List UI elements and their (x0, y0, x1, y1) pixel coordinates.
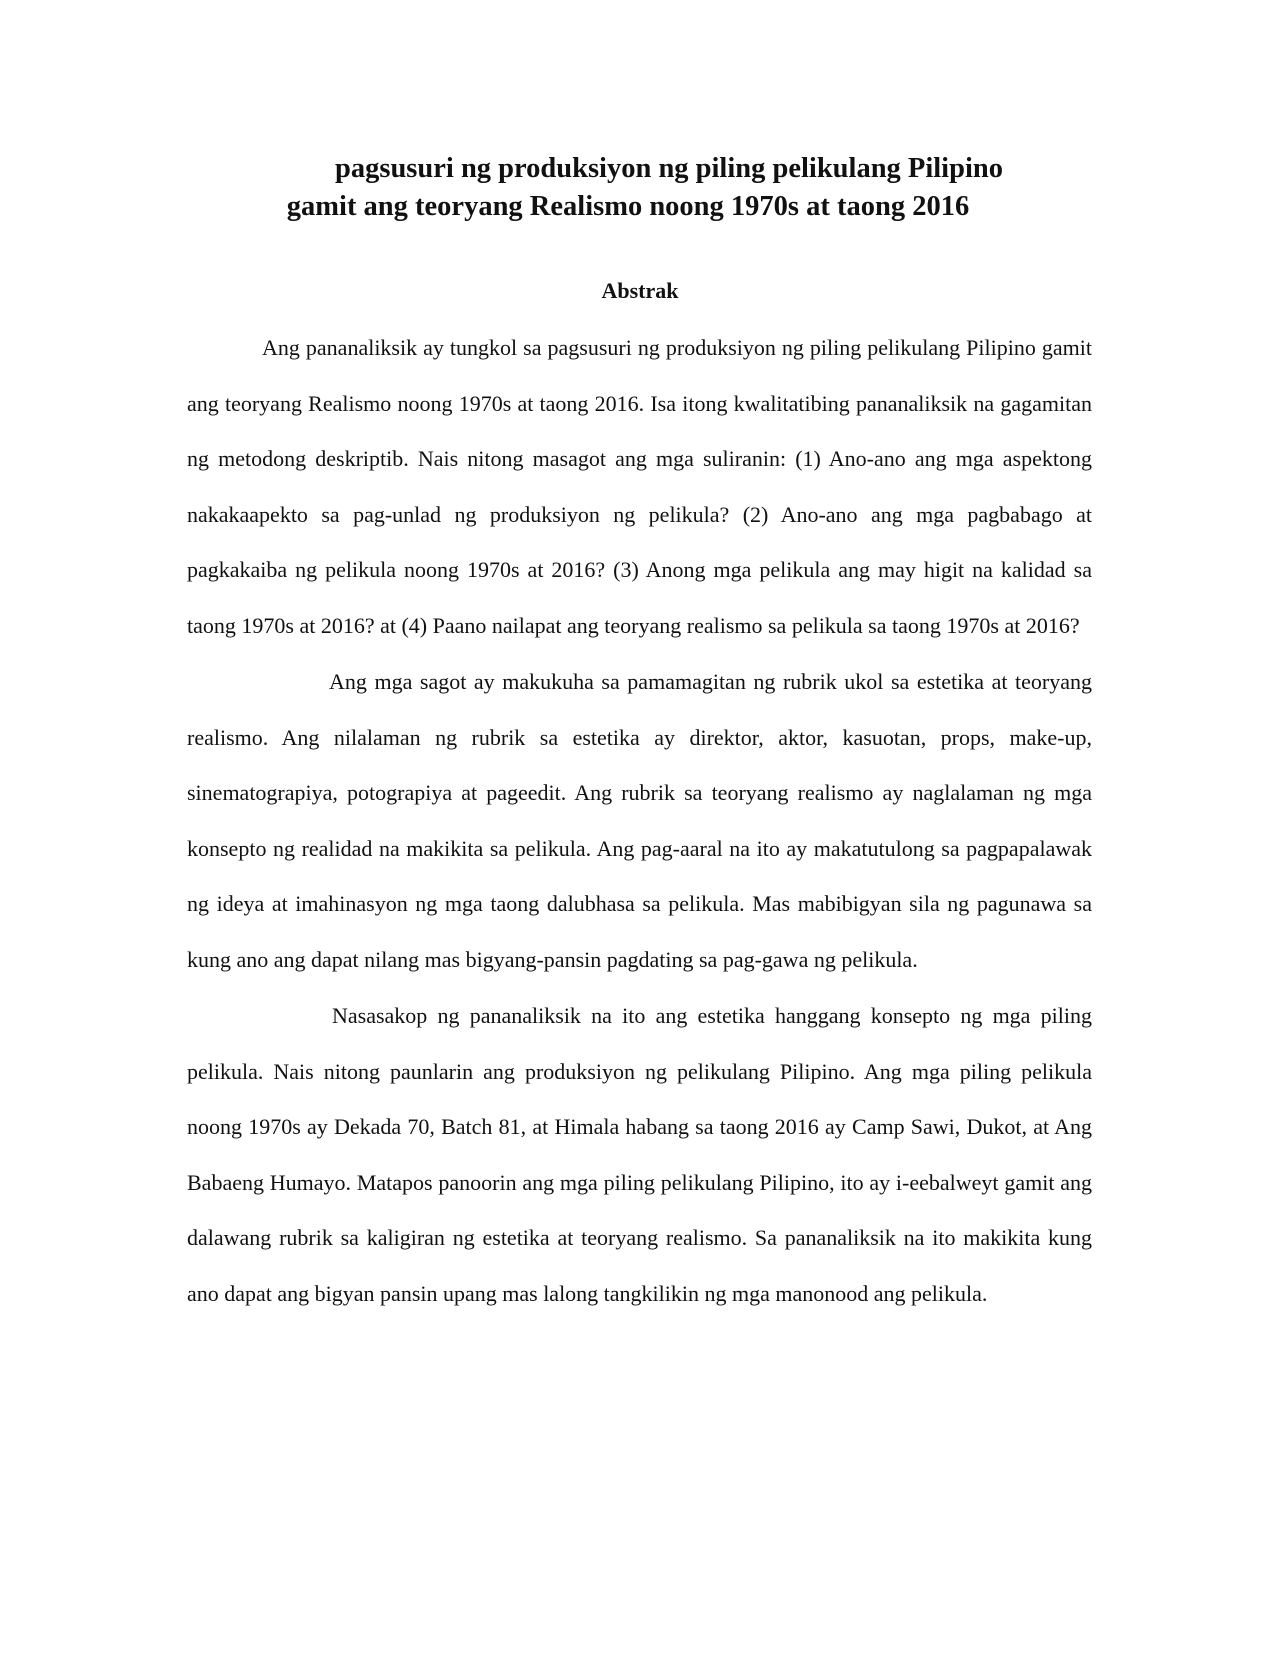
abstract-paragraph-1: Ang pananaliksik ay tungkol sa pagsusuri ng produksiyon ng piling pelikulang Pilipino gamit ang teoryang Realismo noong 1970s at taong 2016. Isa itong kwalitatibing pananaliksik na gagamitan ng metodong deskriptib. Nais nitong masagot ang mga suliranin: (1) Ano-ano ang mga aspektong nakakaapekto sa pag-unlad ng produksiyon ng pelikula? (2) Ano-ano ang mga pagbabago at pagkakaiba ng pelikula noong 1970s at 2016? (3) Anong mga pelikula ang may higit na kalidad sa taong 1970s at 2016? at (4) Paano nailapat ang teoryang realismo sa pelikula sa taong 1970s at 2016? (187, 335, 1092, 638)
paper-title (200, 150, 1080, 226)
abstract-paragraph-3: Nasasakop ng pananaliksik na ito ang estetika hanggang konsepto ng mga piling pelikula. Nais nitong paunlarin ang produksiyon ng pelikulang Pilipino. Ang mga piling pelikula noong 1970s ay Dekada 70, Batch 81, at Himala habang sa taong 2016 ay Camp Sawi, Dukot, at Ang Babaeng Humayo. Matapos panoorin ang mga piling pelikulang Pilipino, ito ay i-eebalweyt gamit ang dalawang rubrik sa kaligiran ng estetika at teoryang realismo. Sa pananaliksik na ito makikita kung ano dapat ang bigyan pansin upang mas lalong tangkilikin ng mga manonood ang pelikula. (187, 1003, 1092, 1306)
abstract-paragraph-2: Ang mga sagot ay makukuha sa pamamagitan ng rubrik ukol sa estetika at teoryang realismo. Ang nilalaman ng rubrik sa estetika ay direktor, aktor, kasuotan, props, make-up, sinematograpiya, potograpiya at pageedit. Ang rubrik sa teoryang realismo ay naglalaman ng mga konsepto ng realidad na makikita sa pelikula. Ang pag-aaral na ito ay makatutulong sa pagpapalawak ng ideya at imahinasyon ng mga taong dalubhasa sa pelikula. Mas mabibigyan sila ng pagunawa sa kung ano ang dapat nilang mas bigyang-pansin pagdating sa pag-gawa ng pelikula. (187, 669, 1092, 972)
title-line-1: pagsusuri ng produksiyon ng piling pelikulang Pilipino (335, 153, 1003, 184)
title-line-2: gamit ang teoryang Realismo noong 1970s at taong 2016 (286, 191, 970, 222)
abstract-body (187, 320, 1092, 1322)
abstract-heading: Abstrak (601, 278, 679, 303)
